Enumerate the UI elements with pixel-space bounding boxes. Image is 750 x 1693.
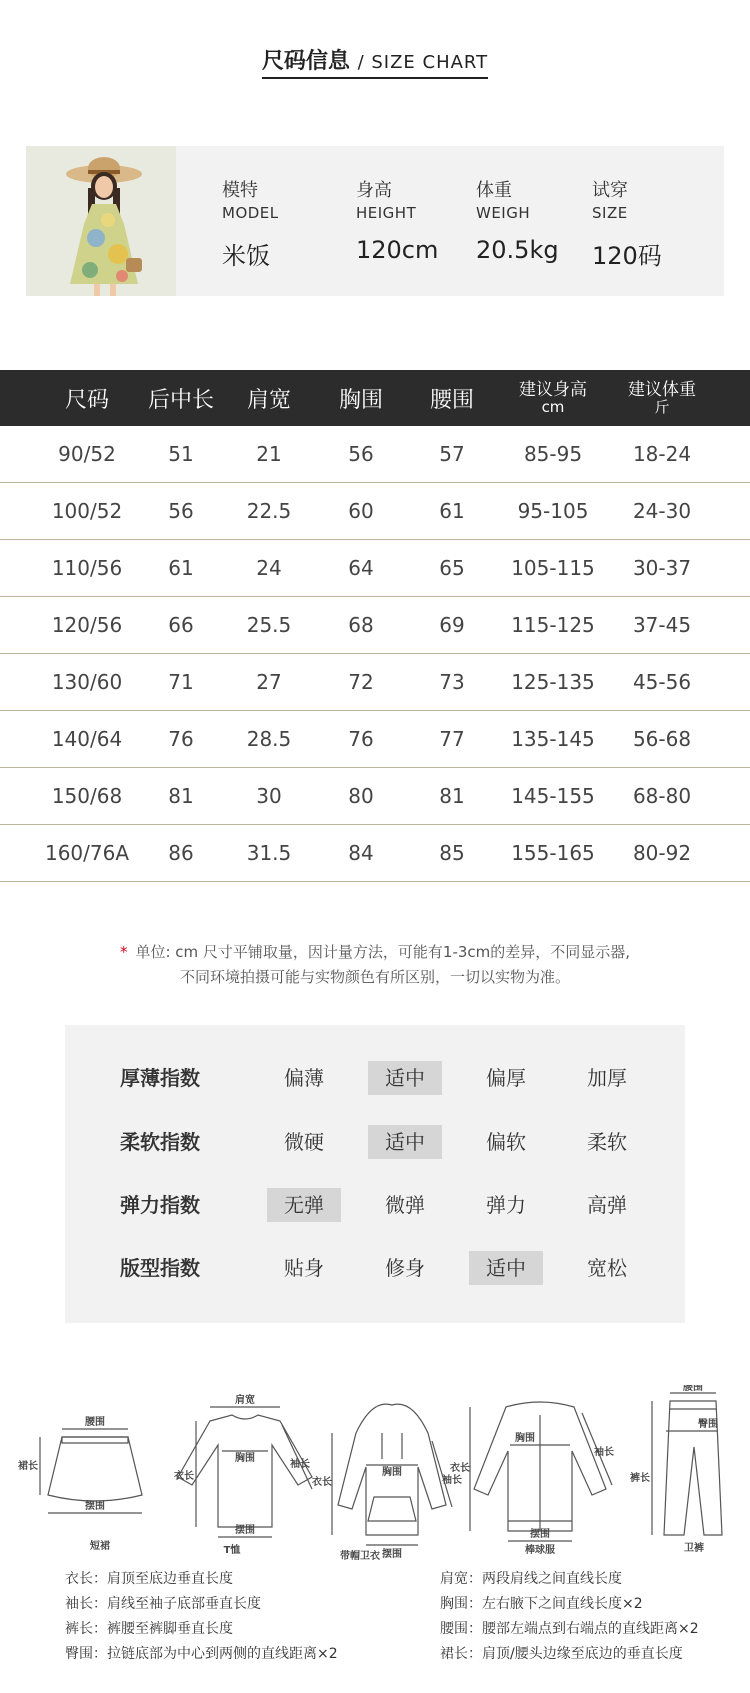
table-cell: 115-125 [511, 613, 595, 637]
garment-diagrams [0, 1385, 750, 1560]
index-option: 宽松 [587, 1256, 627, 1280]
table-cell: 120/56 [51, 613, 123, 637]
table-row [0, 654, 750, 711]
index-row [65, 1122, 685, 1162]
jacket-sleeve-label: 袖长 [594, 1447, 614, 1458]
table-cell: 68 [348, 613, 374, 637]
note-line-2: 不同环境拍摄可能与实物颜色有所区别，一切以实物为准。 [179, 968, 570, 986]
table-cell: 57 [439, 442, 465, 466]
table-cell: 31.5 [246, 841, 292, 865]
tshirt-diagram [178, 1407, 312, 1537]
table-cell: 61 [439, 499, 465, 523]
table-cell: 27 [256, 670, 282, 694]
table-cell: 90/52 [58, 442, 116, 466]
table-cell: 25.5 [246, 613, 292, 637]
index-option: 加厚 [587, 1066, 627, 1090]
table-cell: 28.5 [246, 727, 292, 751]
index-option: 偏软 [486, 1130, 526, 1154]
table-cell: 37-45 [632, 613, 692, 637]
model-col-size: 试穿 SIZE 120码 [592, 180, 662, 270]
table-cell: 77 [439, 727, 465, 751]
hoodie-length-label: 衣长 [312, 1477, 332, 1488]
index-label: 厚薄指数 [120, 1066, 200, 1090]
table-cell: 30 [256, 784, 282, 808]
size-header-4: 腰围 [429, 387, 475, 413]
table-cell: 65 [439, 556, 465, 580]
skirt-hem-label: 摆围 [85, 1501, 105, 1512]
size-header-1: 后中长 [147, 387, 215, 413]
table-cell: 56 [168, 499, 194, 523]
index-row [65, 1248, 685, 1288]
table-cell: 135-145 [511, 727, 595, 751]
table-cell: 73 [439, 670, 465, 694]
page-title [0, 44, 750, 79]
note-star: * [119, 943, 128, 961]
tshirt-name-label: T恤 [223, 1545, 241, 1556]
table-cell: 56-68 [632, 727, 692, 751]
model-info-panel [26, 146, 724, 296]
table-cell: 140/64 [51, 727, 123, 751]
table-cell: 150/68 [51, 784, 123, 808]
table-row [0, 540, 750, 597]
fabric-index-panel [65, 1025, 685, 1323]
hoodie-chest-label: 胸围 [382, 1467, 402, 1478]
note-line-1: 单位: cm 尺寸平铺取量，因计量方法，可能有1-3cm的差异，不同显示器, [135, 943, 631, 961]
table-cell: 69 [439, 613, 465, 637]
tshirt-sleeve-label: 袖长 [290, 1459, 310, 1470]
table-cell: 18-24 [632, 442, 692, 466]
size-header-6: 建议体重 斤 [628, 380, 696, 416]
def-left-4: 臀围：拉链底部为中心到两侧的直线距离×2 [65, 1646, 338, 1662]
size-table-header [0, 370, 750, 426]
model-photo [26, 146, 176, 296]
table-cell: 130/60 [51, 670, 123, 694]
table-row [0, 483, 750, 540]
def-right-2: 胸围：左右腋下之间直线长度×2 [440, 1596, 643, 1612]
table-cell: 145-155 [511, 784, 595, 808]
table-cell: 110/56 [51, 556, 123, 580]
table-cell: 81 [439, 784, 465, 808]
def-right-4: 裙长：肩顶/腰头边缘至底边的垂直长度 [440, 1646, 683, 1662]
index-option: 贴身 [284, 1256, 324, 1280]
table-cell: 80-92 [632, 841, 692, 865]
pants-name-label: 卫裤 [684, 1543, 704, 1554]
table-cell: 24 [256, 556, 282, 580]
index-option-selected: 适中 [368, 1061, 442, 1095]
pants-diagram [652, 1393, 722, 1535]
tshirt-hem-label: 摆围 [235, 1525, 255, 1536]
table-cell: 61 [168, 556, 194, 580]
table-cell: 68-80 [632, 784, 692, 808]
jacket-hem-label: 摆围 [530, 1529, 550, 1540]
index-label: 柔软指数 [120, 1130, 200, 1154]
model-col-weight: 体重 WEIGH 20.5kg [476, 180, 559, 264]
size-table-body [0, 426, 750, 882]
jacket-chest-label: 胸围 [515, 1433, 535, 1444]
index-option: 微硬 [284, 1130, 324, 1154]
tshirt-shoulder-label: 肩宽 [235, 1395, 255, 1406]
def-right-1: 肩宽：两段肩线之间直线长度 [440, 1571, 622, 1587]
index-option: 弹力 [486, 1193, 526, 1217]
table-cell: 56 [348, 442, 374, 466]
table-row [0, 597, 750, 654]
index-option: 修身 [385, 1256, 425, 1280]
size-header-2: 肩宽 [246, 387, 292, 413]
table-cell: 160/76A [44, 841, 130, 865]
table-cell: 51 [168, 442, 194, 466]
table-cell: 105-115 [511, 556, 595, 580]
table-cell: 81 [168, 784, 194, 808]
table-cell: 86 [168, 841, 194, 865]
index-option-selected: 适中 [469, 1251, 543, 1285]
index-option-selected: 适中 [368, 1125, 442, 1159]
table-cell: 64 [348, 556, 374, 580]
index-option: 偏薄 [284, 1066, 324, 1090]
table-row [0, 825, 750, 882]
table-cell: 84 [348, 841, 374, 865]
skirt-length-label: 裙长 [18, 1461, 38, 1472]
model-col-name: 模特 MODEL 米饭 [222, 180, 279, 270]
jacket-name-label: 棒球服 [525, 1545, 555, 1556]
jacket-length-label: 衣长 [450, 1463, 470, 1474]
hoodie-sleeve-label: 袖长 [442, 1475, 462, 1486]
size-header-5: 建议身高 cm [519, 380, 587, 416]
index-option: 柔软 [587, 1130, 627, 1154]
size-header-3: 胸围 [338, 387, 384, 413]
table-cell: 45-56 [632, 670, 692, 694]
table-cell: 60 [348, 499, 374, 523]
table-row [0, 768, 750, 825]
table-cell: 24-30 [632, 499, 692, 523]
tshirt-length-label: 衣长 [174, 1471, 194, 1482]
def-left-2: 袖长：肩线至袖子底部垂直长度 [65, 1596, 261, 1612]
index-row [65, 1185, 685, 1225]
size-table [0, 370, 750, 882]
table-cell: 76 [348, 727, 374, 751]
skirt-waist-label: 腰围 [85, 1417, 105, 1428]
def-left-1: 衣长：肩顶至底边垂直长度 [65, 1571, 233, 1587]
table-cell: 66 [168, 613, 194, 637]
title-zh: 尺码信息 [261, 49, 350, 74]
table-cell: 80 [348, 784, 374, 808]
jacket-diagram [470, 1402, 612, 1541]
table-cell: 22.5 [246, 499, 292, 523]
table-cell: 100/52 [51, 499, 123, 523]
tshirt-chest-label: 胸围 [235, 1453, 255, 1464]
size-header-0: 尺码 [64, 387, 110, 413]
table-cell: 85 [439, 841, 465, 865]
table-cell: 71 [168, 670, 194, 694]
index-label: 弹力指数 [120, 1193, 200, 1217]
model-col-height: 身高 HEIGHT 120cm [356, 180, 439, 264]
index-row [65, 1058, 685, 1098]
hoodie-hem-label: 摆围 [382, 1549, 402, 1560]
index-option: 微弹 [385, 1193, 425, 1217]
measurement-note [0, 940, 750, 990]
index-option-selected: 无弹 [267, 1188, 341, 1222]
table-row [0, 426, 750, 483]
index-label: 版型指数 [120, 1256, 200, 1280]
pants-waist-label: 腰围 [683, 1385, 703, 1393]
table-cell: 72 [348, 670, 374, 694]
table-row [0, 711, 750, 768]
index-option: 高弹 [587, 1193, 627, 1217]
table-cell: 76 [168, 727, 194, 751]
table-cell: 85-95 [523, 442, 583, 466]
title-en: / SIZE CHART [357, 52, 489, 73]
skirt-name-label: 短裙 [90, 1541, 110, 1552]
index-option: 偏厚 [486, 1066, 526, 1090]
table-cell: 155-165 [511, 841, 595, 865]
pants-length-label: 裤长 [630, 1473, 650, 1484]
pants-hip-label: 臀围 [698, 1419, 718, 1430]
table-cell: 30-37 [632, 556, 692, 580]
hoodie-name-text: 带帽卫衣 [340, 1551, 380, 1560]
table-cell: 125-135 [511, 670, 595, 694]
def-right-3: 腰围：腰部左端点到右端点的直线距离×2 [440, 1621, 699, 1637]
table-cell: 21 [256, 442, 282, 466]
table-cell: 95-105 [517, 499, 589, 523]
def-left-3: 裤长：裤腰至裤脚垂直长度 [65, 1621, 233, 1637]
